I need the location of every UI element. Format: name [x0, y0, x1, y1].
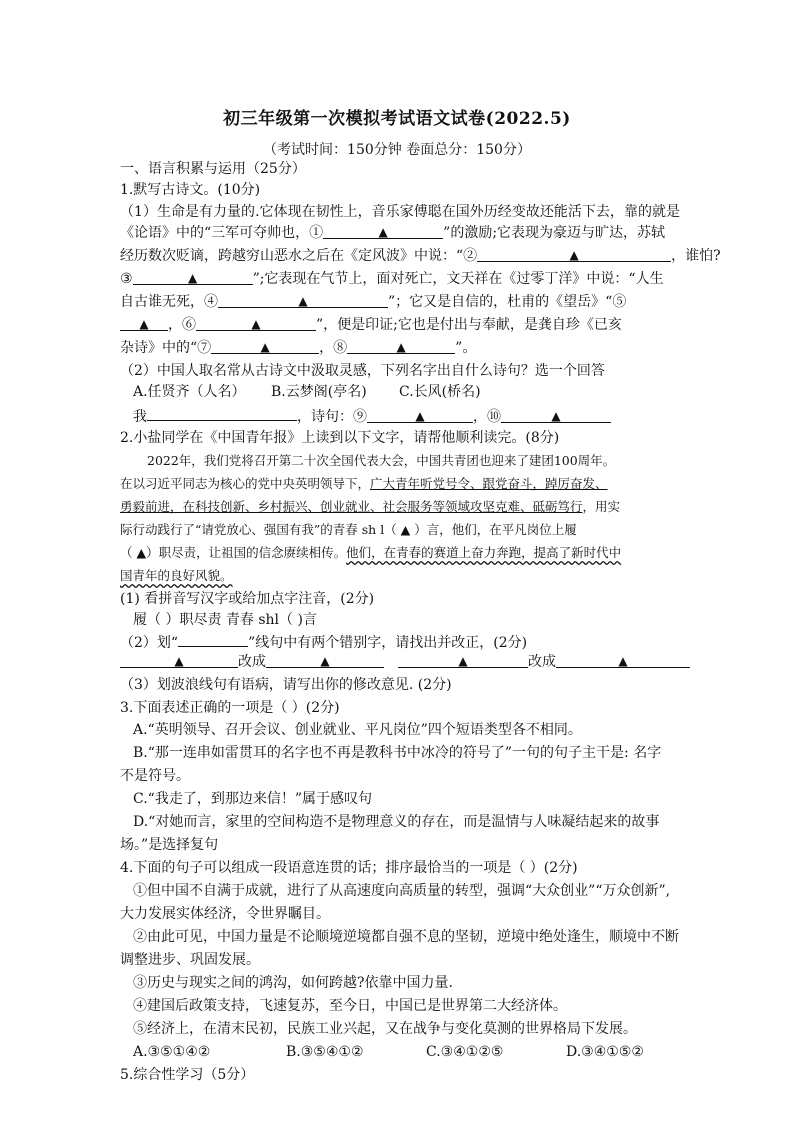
q4-option-c: C.③④①②⑤ [426, 1044, 504, 1060]
q2-fix-line: ▲ 改成 ▲ ▲ 改成 ▲ [120, 652, 680, 672]
answer-blank[interactable]: ▲ [120, 652, 238, 668]
q4-sentence: ④建国后政策支持，飞速复苏，至今日，中国已是世界第二大经济体。 [133, 998, 567, 1014]
q4-sentence: ⑤经济上，在清末民初，民族工业兴起，又在战争与变化莫测的世界格局下发展。 [133, 1021, 637, 1037]
q2-sub: （3）划波浪线句有语病，请写出你的修改意见. (2分) [120, 677, 452, 693]
q2-sub: （2）划“ ”线句中有两个错别字，请找出并改正，(2分) [120, 631, 680, 653]
q1-line: 经历数次贬谪，跨越穷山恶水之后在《定风波》中说：“② ▲ ，谁怕? [120, 248, 721, 264]
answer-blank[interactable]: ▲ [133, 269, 253, 285]
answer-blank[interactable]: ▲ [347, 338, 455, 354]
answer-blank[interactable]: ▲ [323, 223, 443, 239]
q1-line: 《论语》中的“三军可夺帅也，① ▲ ”的激励;它表现为豪迈与旷达，苏轼 [120, 225, 666, 241]
wavy-sentence: 他们，在青春的赛道上奋力奔跑，提高了新时代中 [346, 545, 622, 560]
wavy-sentence: 国青年的良好风貌。 [120, 568, 233, 583]
q1-line: ③ ▲ ”;它表现在气节上，面对死亡，文天祥在《过零丁洋》中说：“人生 [120, 271, 664, 287]
answer-blank[interactable]: ▲ [501, 407, 611, 423]
q1-line: ▲ ，⑥ ▲ ”，便是印证;它也是付出与奉献，是龚自珍《已亥 [120, 315, 680, 335]
q4-option-a: A.③⑤①④② [133, 1044, 211, 1060]
q3-option-d-cont: 场。”是选择复句 [120, 837, 219, 853]
answer-blank[interactable]: ▲ [477, 246, 671, 262]
q1-heading: 1.默写古诗文。(10分) [120, 182, 261, 198]
passage-line: 2022年，我们党将召开第二十次全国代表大会，中国共青团也迎来了建团100周年。 [147, 453, 616, 468]
q1-line: （1）生命是有力量的.它体现在韧性上，音乐家傅聪在国外历经变故还能活下去，靠的就是 [120, 204, 680, 220]
q2-heading: 2.小盐同学在《中国青年报》上读到以下文字，请帮他顺利读完。(8分) [120, 430, 560, 446]
q3-heading: 3.下面表述正确的一项是（ ）(2分) [120, 700, 340, 716]
q2-sub: (1) 看拼音写汉字或给加点字注音，(2分) [120, 591, 375, 607]
q1-line: 杂诗》中的“⑦ ▲ ，⑧ ▲ ”。 [120, 340, 477, 356]
q2-sub: 履（ ）职尽责 青春 shl（ )言 [133, 612, 317, 628]
q5-heading: 5.综合性学习（5分） [120, 1067, 255, 1083]
answer-blank[interactable]: ▲ [120, 315, 168, 331]
q4-sentence: ③历史与现实之间的鸿沟，如何跨越?依靠中国力量. [133, 975, 453, 991]
q3-option-a: A.“英明领导、召开会议、创业就业、平凡岗位”四个短语类型各不相同。 [133, 722, 582, 738]
name-option-c: C.长风(桥名) [399, 384, 481, 400]
q3-option-b: B.“那一连串如雷贯耳的名字也不再是教科书中冰冷的符号了”一句的句子主干是: 名字 [133, 745, 662, 761]
answer-blank[interactable]: ▲ [196, 315, 316, 331]
passage-line: 在以习近平同志为核心的党中央英明领导下，广大青年听党号令、跟党奋斗，踔厉奋发、 [120, 476, 608, 491]
name-option-b: B.云梦阁(亭名) [271, 384, 367, 400]
q3-option-d: D.“对她而言，家里的空间构造不是物理意义的存在，而是温情与人味凝结起来的故事 [133, 814, 660, 830]
q3-option-c: C.“我走了，到那边来信！”属于感叹句 [133, 791, 372, 807]
q1-line: 我 ，诗句：⑨ ▲ ，⑩ ▲ [133, 405, 693, 427]
q3-option-b-cont: 不是符号。 [120, 768, 190, 784]
answer-blank[interactable]: ▲ [556, 652, 690, 668]
passage-line [120, 566, 680, 586]
answer-blank[interactable]: ▲ [367, 407, 473, 423]
exam-subtitle: （考试时间：150分钟 卷面总分：150分） [263, 142, 531, 158]
q4-sentence: ①但中国不自满于成就，进行了从高速度向高质量的转型，强调“大众创业”“万众创新”, [133, 883, 671, 899]
exam-title: 初三年级第一次模拟考试语文试卷(2022.5) [223, 109, 571, 129]
q4-sentence: ②由此可见，中国力量是不论顺境逆境都自强不息的坚韧，逆境中绝处逢生，顺境中不断 [133, 929, 679, 945]
section-heading: 一、语言积累与运用（25分） [120, 161, 306, 177]
answer-blank[interactable]: ▲ [266, 652, 384, 668]
q4-sentence-cont: 调整进步、巩固发展。 [120, 952, 260, 968]
q1-line: 自古谁无死，④ ▲ ”；它又是自信的，杜甫的《望岳》“⑤ [120, 294, 627, 310]
q4-heading: 4.下面的句子可以组成一段语意连贯的话；排序最恰当的一项是（ ）(2分) [120, 860, 578, 876]
passage-line: 际行动践行了“请党放心、强国有我”的青春 sh l（ ▲ ）言，他们，在平凡岗位上履 [120, 522, 577, 537]
q4-option-d: D.③④①⑤② [566, 1044, 644, 1060]
q4-sentence-cont: 大力发展实体经济，令世界瞩目。 [120, 906, 330, 922]
q1-line: （2）中国人取名常从古诗文中汲取灵感，下列名字出自什么诗句？选一个回答 [120, 363, 605, 379]
underlined-sentence: 广大青年听党号令、跟党奋斗，踔厉奋发、 [370, 476, 608, 491]
answer-blank[interactable]: ▲ [218, 292, 388, 308]
q4-option-b: B.③⑤④①② [286, 1044, 364, 1060]
name-option-a: A.任贤齐（人名） [133, 384, 246, 400]
answer-blank[interactable]: ▲ [211, 338, 319, 354]
answer-blank[interactable]: ▲ [398, 652, 528, 668]
answer-blank[interactable] [147, 405, 297, 421]
passage-line: （ ▲）职尽责，让祖国的信念赓续相传。他们，在青春的赛道上奋力奔跑，提高了新时代中 [120, 545, 622, 560]
passage-line: 勇毅前进，在科技创新、乡村振兴、创业就业、社会服务等领域攻坚克难、砥砺笃行，用实 [120, 499, 621, 514]
underlined-sentence: 勇毅前进，在科技创新、乡村振兴、创业就业、社会服务等领域攻坚克难、砥砺笃行 [120, 499, 583, 514]
